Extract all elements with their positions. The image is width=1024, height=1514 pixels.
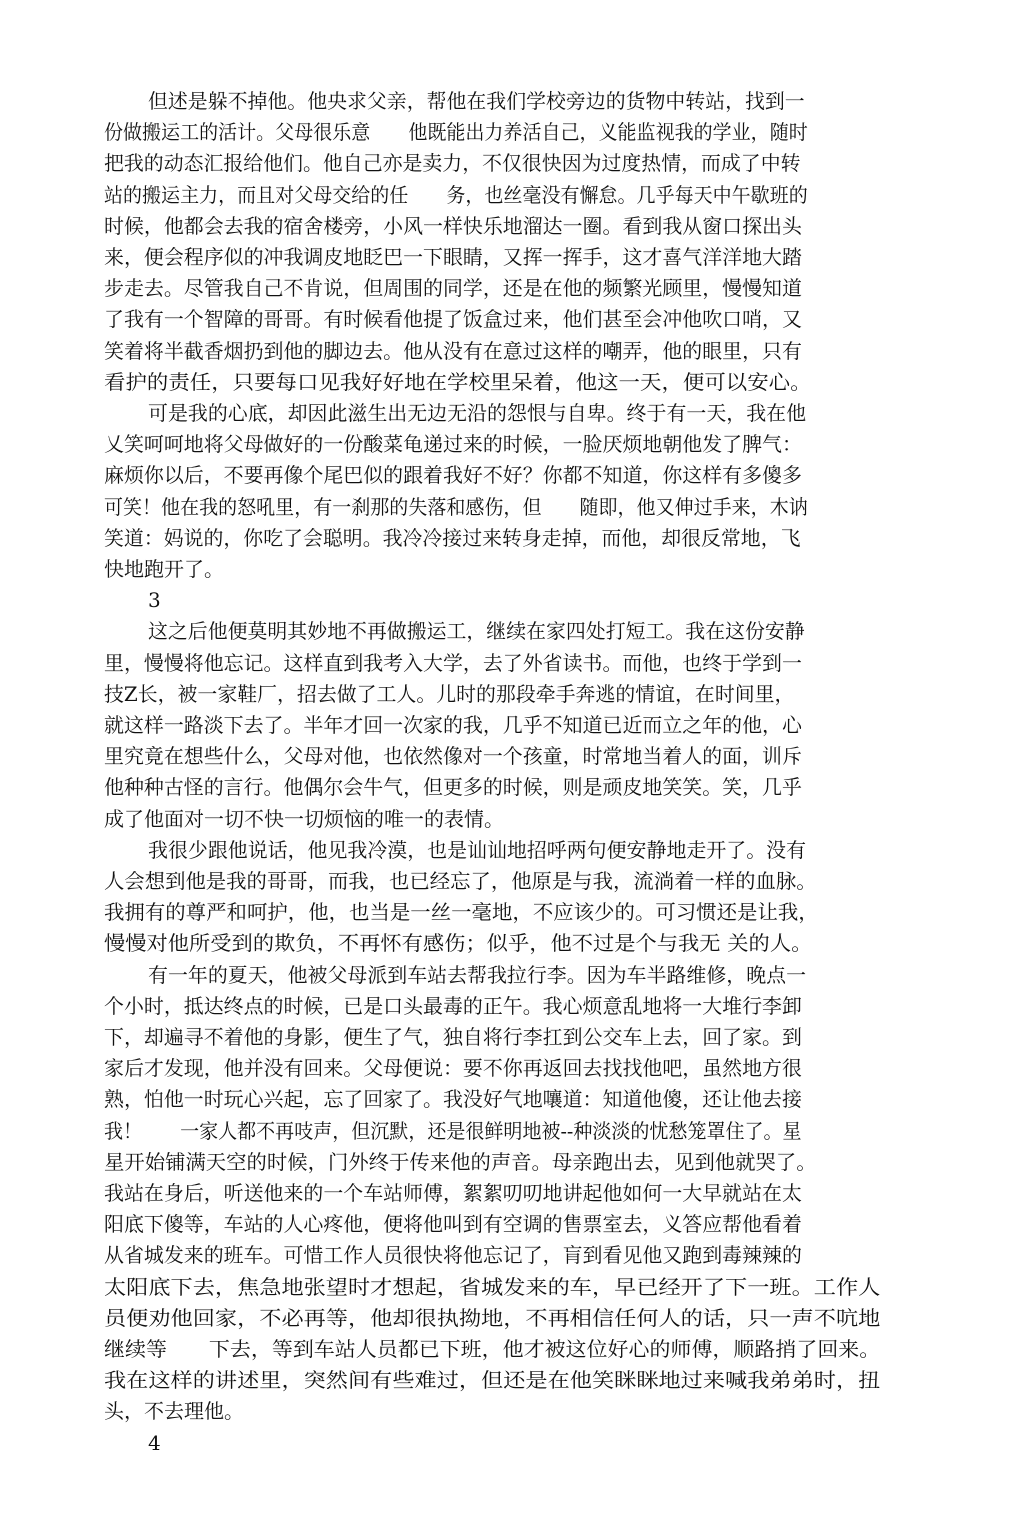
text-line: 人会想到他是我的哥哥，而我，也已经忘了，他原是与我，流淌着一样的血脉。 <box>104 869 817 893</box>
text-line: 但述是躲不掉他。他央求父亲，帮他在我们学校旁边的货物中转站，找到一 <box>148 89 805 113</box>
text-line: 乂笑呵呵地将父母做好的一份酸菜龟递过来的时候，一脸厌烦地朝他发了脾气： <box>104 432 802 456</box>
text-line: 太阳底下去，焦急地张望时才想起，省城发来的车，早已经开了下一班。工作人 <box>104 1275 881 1299</box>
text-line: 阳底下傻等，车站的人心疼他，便将他叫到有空调的售票室去，义答应帮他看着 <box>104 1212 802 1236</box>
text-line: 个小时，抵达终点的时候，已是口头最毒的正午。我心烦意乱地将一大堆行李卸 <box>104 994 802 1018</box>
text-line: 头，不去理他。 <box>104 1399 244 1423</box>
text-line: 站的搬运主力，而且对父母交给的任 务，也丝毫没有懈怠。几乎每天中午歇班的 <box>104 183 808 207</box>
text-line: 了我有一个智障的哥哥。有时候看他提了饭盒过来，他们甚至会冲他吹口哨，又 <box>104 307 802 331</box>
text-line: 继续等 下去，等到车站人员都已下班，他才被这位好心的师傅，顺路捎了回来。 <box>104 1337 881 1361</box>
text-line: 步走去。尽管我自己不肯说，但周围的同学，还是在他的频繁光顾里，慢慢知道 <box>104 276 802 300</box>
text-line: 熟，怕他一时玩心兴起，忘了回家了。我没好气地嚷道：知道他傻，还让他去接 <box>104 1087 802 1111</box>
text-line: 我很少跟他说话，他见我冷漠，也是讪讪地招呼两句便安静地走开了。没有 <box>148 838 807 862</box>
text-line: 员便劝他回家，不必再等，他却很执拗地，不再相信任何人的话，只一声不吭地 <box>104 1306 881 1330</box>
text-line: 4 <box>148 1431 161 1455</box>
text-line: 把我的动态汇报给他们。他自己亦是卖力，不仅很快因为过度热情，而成了中转 <box>104 151 801 175</box>
text-line: 有一年的夏天，他被父母派到车站去帮我拉行李。因为车半路维修，晚点一 <box>148 963 807 987</box>
text-line: 里，慢慢将他忘记。这样直到我考入大学，去了外省读书。而他，也终于学到一 <box>104 651 802 675</box>
text-line: 慢慢对他所受到的欺负，不再怀有感伤；似乎，他不过是个与我无 关的人。 <box>104 931 813 955</box>
text-line: 星开始铺满天空的时候，门外终于传来他的声音。母亲跑出去，见到他就哭了。 <box>104 1150 817 1174</box>
text-line: 下，却遍寻不着他的身影，便生了气，独自将行李扛到公交车上去，回了家。到 <box>104 1025 802 1049</box>
text-line: 快地跑开了。 <box>104 557 224 581</box>
text-line: 来，便会程序似的冲我调皮地眨巴一下眼睛，又挥一挥手，这才喜气洋洋地大踏 <box>104 245 802 269</box>
text-line: 麻烦你以后，不要再像个尾巴似的跟着我好不好？你都不知道，你这样有多傻多 <box>104 463 802 487</box>
text-line: 家后才发现，他并没有回来。父母便说：要不你再返回去找找他吧，虽然地方很 <box>104 1056 802 1080</box>
text-line: 3 <box>148 588 161 612</box>
text-line: 技Z长，被一家鞋厂，招去做了工人。儿时的那段牵手奔逃的情谊，在时间里， <box>104 682 795 706</box>
text-line: 笑道：妈说的，你吃了会聪明。我冷冷接过来转身走掉，而他，却很反常地，飞 <box>104 526 801 550</box>
text-line: 成了他面对一切不快一切烦恼的唯一的表情。 <box>104 807 504 831</box>
text-line: 看护的责任，只要每口见我好好地在学校里呆着，他这一天，便可以安心。 <box>104 370 812 394</box>
text-line: 这之后他便莫明其妙地不再做搬运工，继续在家四处打短工。我在这份安静 <box>148 619 805 643</box>
text-line: 可笑！他在我的怒吼里，有一刹那的失落和感伤，但 随即，他又伸过手来，木讷 <box>104 495 808 519</box>
text-line: 我站在身后，听送他来的一个车站师傅，絮絮叨叨地讲起他如何一大早就站在太 <box>104 1181 802 1205</box>
text-line: 时候，他都会去我的宿舍楼旁，小风一样快乐地溜达一圈。看到我从窗口探出头 <box>104 214 802 238</box>
text-line: 我拥有的尊严和呵护，他，也当是一丝一毫地，不应该少的。可习惯还是让我， <box>104 900 819 924</box>
text-line: 笑着将半截香烟扔到他的脚边去。他从没有在意过这样的嘲弄，他的眼里，只有 <box>104 339 802 363</box>
text-line: 可是我的心底，却因此滋生出无边无沿的怨恨与自卑。终于有一天，我在他 <box>148 401 807 425</box>
text-line: 份做搬运工的活计。父母很乐意 他既能出力养活自己，义能监视我的学业，随时 <box>104 120 808 144</box>
text-line: 我在这样的讲述里，突然间有些难过，但还是在他笑眯眯地过来喊我弟弟时，扭 <box>104 1368 881 1392</box>
text-line: 里究竟在想些什么，父母对他，也依然像对一个孩童，时常地当着人的面，训斥 <box>104 744 802 768</box>
text-line: 我！ 一家人都不再吱声，但沉默，还是很鲜明地被--种淡淡的忧愁笼罩住了。星 <box>104 1119 802 1143</box>
text-line: 就这样一路淡下去了。半年才回一次家的我，几乎不知道已近而立之年的他，心 <box>104 713 802 737</box>
text-line: 从省城发来的班车。可惜工作人员很快将他忘记了，肓到看见他又跑到毒辣辣的 <box>104 1243 802 1267</box>
text-line: 他种种古怪的言行。他偶尔会牛气，但更多的时候，则是顽皮地笑笑。笑，几乎 <box>104 775 802 799</box>
